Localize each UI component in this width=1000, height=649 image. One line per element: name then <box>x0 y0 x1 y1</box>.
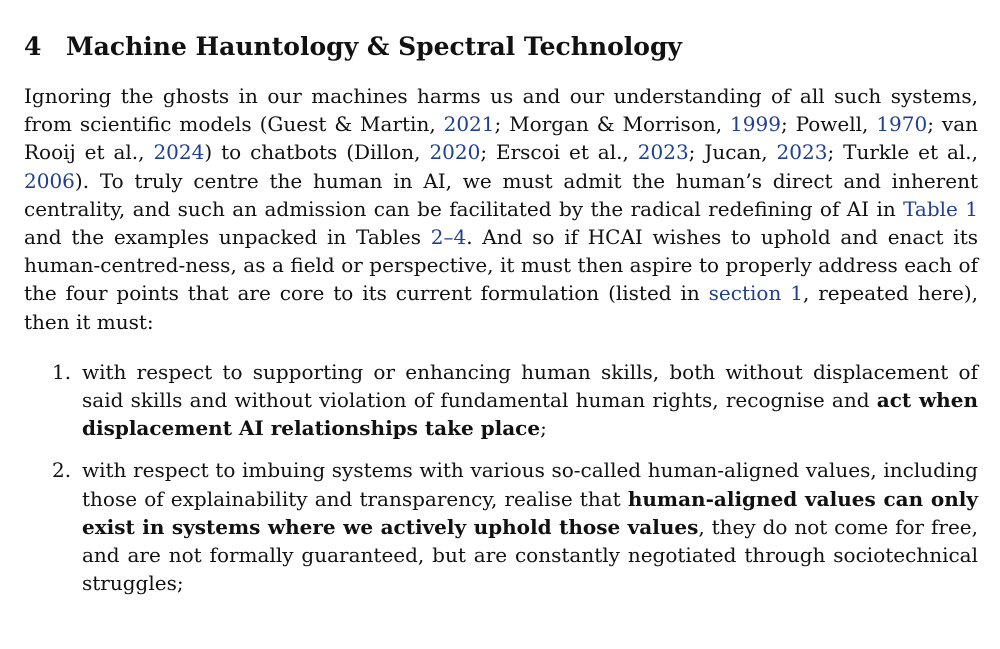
paragraph-text: Ignoring the ghosts in our machines harms us and our understanding of all such systems, from scientific models (Guest & Martin, <box>24 84 978 137</box>
list-item-text: with respect to supporting or enhancing human skills, both without displacement of said skills and without violation of fundamental human rights, recognise and <box>82 359 978 413</box>
citation-link[interactable]: 2021 <box>443 112 495 137</box>
list-item-emphasis: act when displacement AI relationships take place <box>82 388 978 441</box>
table-link[interactable]: Table 1 <box>903 196 978 221</box>
citation-link[interactable]: 2006 <box>24 168 75 193</box>
paragraph-text: and the examples unpacked in Tables <box>24 225 431 250</box>
paragraph-text: ; Erscoi et al., <box>480 140 638 165</box>
section-title: Machine Hauntology & Spectral Technology <box>66 32 682 61</box>
section-number: 4 <box>24 32 42 61</box>
section-link[interactable]: section 1 <box>708 281 803 306</box>
citation-link[interactable]: 1999 <box>730 112 781 137</box>
list-item <box>24 456 978 597</box>
paragraph-text: ; Morgan & Morrison, <box>494 112 731 137</box>
section-heading <box>24 30 978 64</box>
citation-link[interactable]: 2020 <box>429 140 481 165</box>
paragraph-text: ; Turkle et al., <box>827 140 978 165</box>
table-range-link[interactable]: 2–4 <box>430 225 467 250</box>
paragraph-text: ). To truly centre the human in AI, we must admit the human’s direct and inherent centrality, and such an admission can be facilitated by the radical redefining of AI in <box>24 168 978 221</box>
paragraph-text: , repeated here), then it must: <box>24 281 979 334</box>
list-number: 2. <box>52 458 72 483</box>
citation-link[interactable]: 2023 <box>637 140 689 165</box>
paragraph-text: ; Jucan, <box>688 140 777 165</box>
paragraph-text: ) to chatbots (Dillon, <box>204 140 430 165</box>
body-paragraph <box>24 82 978 336</box>
paragraph-text: ; van Rooij et al., <box>24 112 978 165</box>
citation-link[interactable]: 1970 <box>876 112 928 137</box>
list-item-text: with respect to imbuing systems with various so-called human-aligned values, including those of explainability and transparency, realise that <box>82 458 978 511</box>
numbered-list <box>24 358 978 598</box>
citation-link[interactable]: 2024 <box>153 140 205 165</box>
paragraph-text: . And so if HCAI wishes to uphold and enact its human-centred-ness, as a field or perspective, it must then aspire to properly address each of the four points that are core to its current formulation (listed in <box>24 225 978 306</box>
paragraph-text: ; Powell, <box>780 112 877 137</box>
list-item-emphasis: human-aligned values can only exist in systems where we actively uphold those values <box>82 486 978 539</box>
list-number: 1. <box>52 359 72 384</box>
list-item-text: ; <box>540 416 547 441</box>
citation-link[interactable]: 2023 <box>776 140 828 165</box>
list-item-text: , they do not come for free, and are not formally guaranteed, but are constantly negotiated through sociotechnical struggles; <box>82 514 978 596</box>
list-item <box>24 358 978 443</box>
